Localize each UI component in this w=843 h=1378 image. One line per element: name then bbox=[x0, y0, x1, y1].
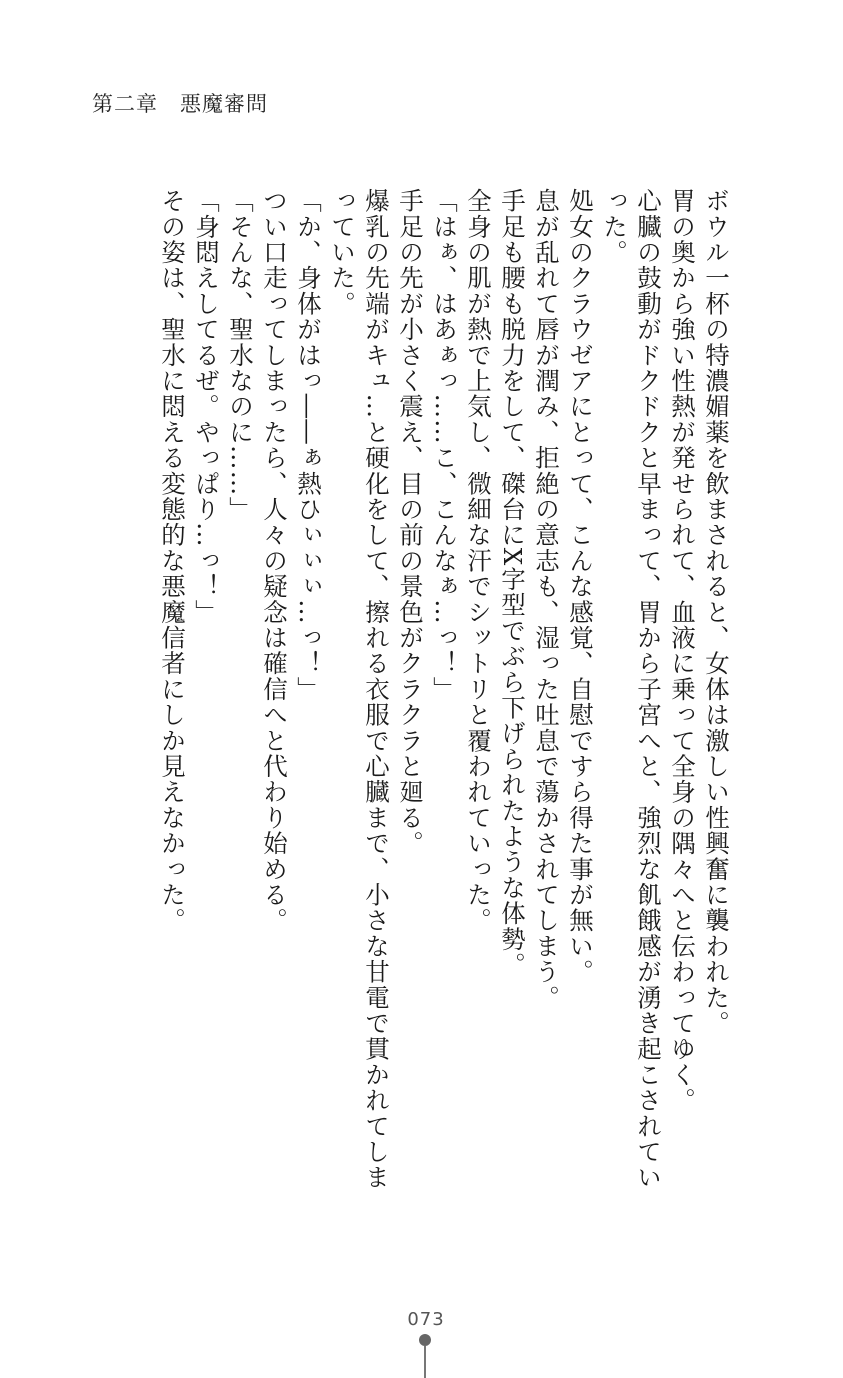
text-line: った。 bbox=[600, 188, 629, 266]
text-line: 処女のクラウゼアにとって、こんな感覚、自慰ですら得た事が無い。 bbox=[566, 188, 595, 985]
text-line: 胃の奥から強い性熱が発せられて、血液に乗って全身の隅々へと伝わってゆく。 bbox=[668, 188, 697, 1114]
dialogue-line: 「はぁ、はあぁっ……こ、こんなぁ…っ！」 bbox=[430, 188, 459, 702]
text-line: 手足の先が小さく震え、目の前の景色がクラクラと廻る。 bbox=[396, 188, 425, 857]
text-line: っていた。 bbox=[328, 188, 357, 317]
text-line: 息が乱れて唇が潤み、拒絶の意志も、湿った吐息で蕩かされてしまう。 bbox=[532, 188, 561, 1011]
dialogue-line: 「そんな、聖水なのに……」 bbox=[226, 188, 255, 523]
text-line: つい口走ってしまったら、人々の疑念は確信へと代わり始める。 bbox=[260, 188, 289, 934]
dialogue-line: 「か、身体がはっ――ぁ熱ひぃぃぃ…っ！」 bbox=[294, 188, 323, 702]
running-header bbox=[92, 88, 268, 118]
dialogue-line: 「身悶えしてるぜ。やっぱり…っ！」 bbox=[192, 188, 221, 625]
text-line: ボウル一杯の特濃媚薬を飲まされると、女体は激しい性興奮に襲われた。 bbox=[702, 188, 731, 1037]
text-line: その姿は、聖水に悶える変態的な悪魔信者にしか見えなかった。 bbox=[158, 188, 187, 934]
text-line: 手足も腰も脱力をして、磔台にX字型でぶら下げられたような体勢。 bbox=[498, 188, 527, 978]
body-text bbox=[155, 188, 733, 1191]
page-number: 073 bbox=[407, 1309, 445, 1330]
chapter-title: 悪魔審問 bbox=[180, 92, 268, 116]
text-line: 心臓の鼓動がドクドクと早まって、胃から子宮へと、強烈な飢餓感が湧き起こされてい bbox=[634, 188, 663, 1191]
chapter-number: 第二章 bbox=[92, 92, 158, 116]
text-line: 全身の肌が熱で上気し、微細な汗でシットリと覆われていった。 bbox=[464, 188, 493, 934]
folio-line-ornament bbox=[424, 1346, 426, 1378]
folio-dot-ornament bbox=[419, 1334, 431, 1346]
text-line: 爆乳の先端がキュ…と硬化をして、擦れる衣服で心臓まで、小さな甘電で貫かれてしま bbox=[362, 188, 391, 1191]
